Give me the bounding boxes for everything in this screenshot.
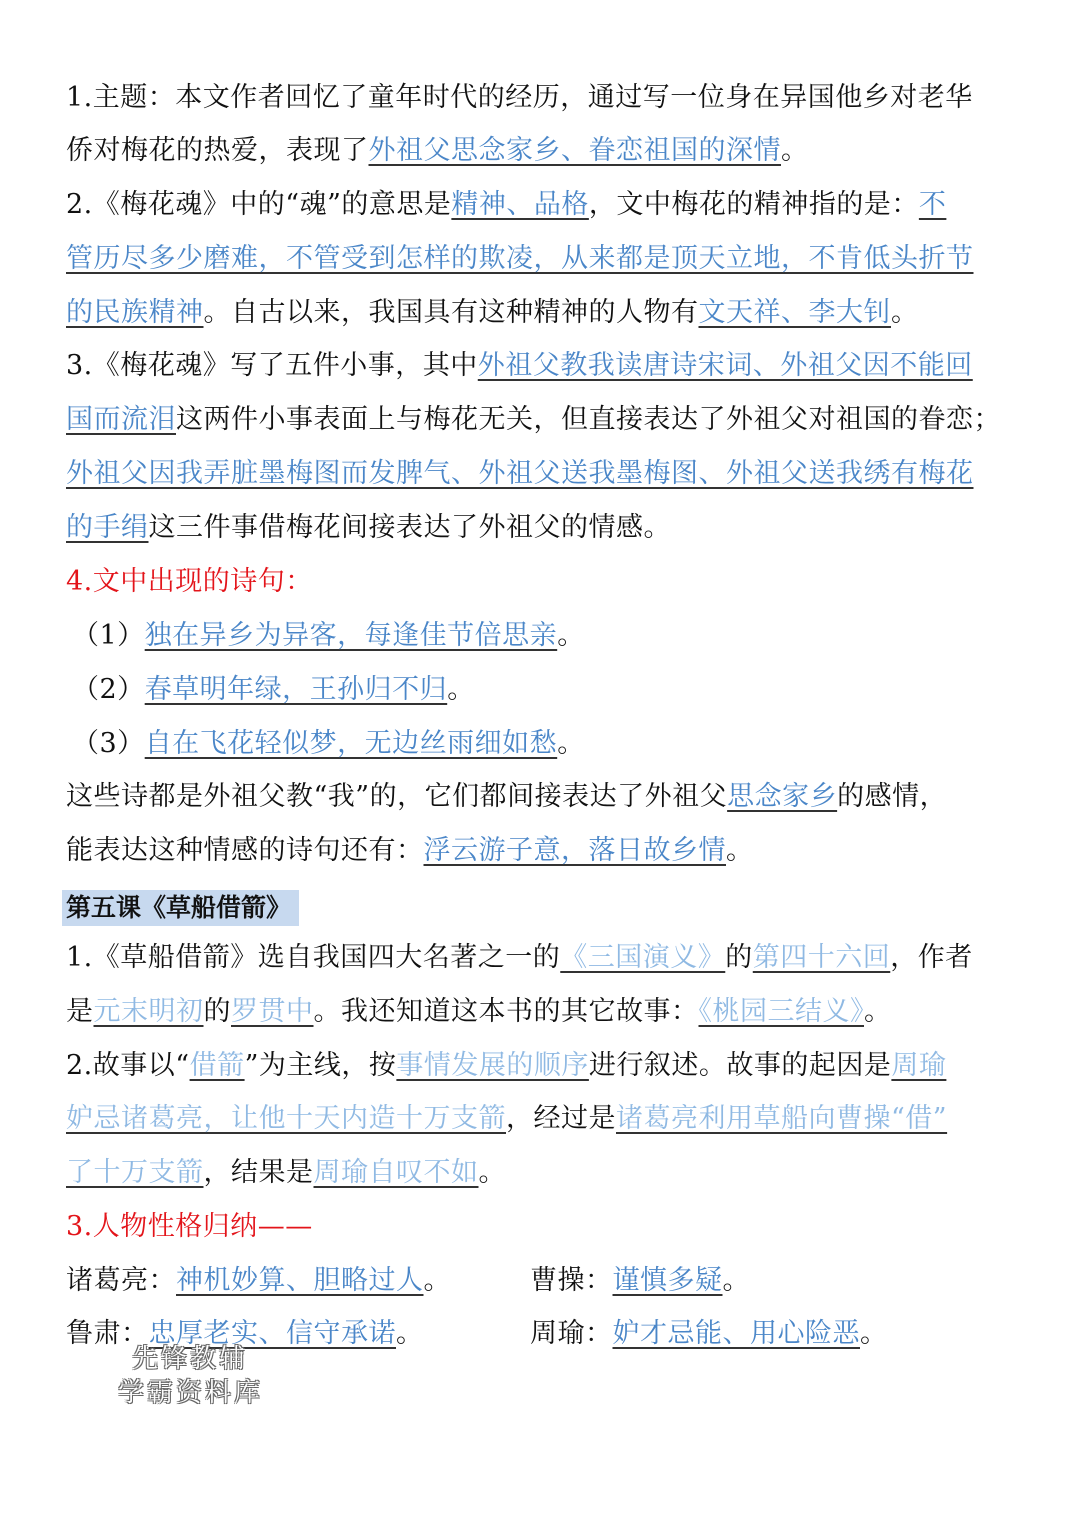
text: 。	[423, 1265, 451, 1296]
text: 这三件事借梅花间接表达了外祖父的情感。	[148, 512, 671, 543]
answer-result: 周瑜自叹不如	[313, 1157, 479, 1188]
text: 1.《草船借箭》选自我国四大名著之一的	[66, 942, 561, 973]
text: 。	[860, 1318, 888, 1349]
character-zhou-yu	[530, 1314, 1010, 1354]
answer-spirit-start: 不	[918, 189, 947, 220]
theme-line-2	[66, 131, 1026, 171]
character-cao-cao	[530, 1261, 1010, 1301]
answer-chapter: 第四十六回	[752, 942, 891, 973]
poems-summary-1	[66, 777, 1026, 817]
source-line-1	[66, 938, 1026, 978]
text: 的感情，	[837, 781, 948, 812]
text: 这些诗都是外祖父教“我”的，它们都间接表达了外祖父	[66, 781, 728, 812]
poem-number: （3）	[72, 728, 145, 759]
poem-3	[72, 724, 1032, 764]
text: ，经过是	[506, 1103, 616, 1134]
answer-process-end: 了十万支箭	[66, 1157, 204, 1188]
answer-indirect-events: 外祖父因我弄脏墨梅图而发脾气、外祖父送我墨梅图、外祖父送我绣有梅花	[66, 458, 974, 489]
text: 。	[722, 1265, 750, 1296]
text: ，作者	[890, 942, 973, 973]
text: 是	[66, 996, 94, 1027]
text: 。自古以来，我国具有这种精神的人物有	[203, 297, 699, 328]
answer-trait: 妒才忌能、用心险恶	[612, 1318, 860, 1349]
soul-line-3	[66, 293, 1026, 333]
text: 2.《梅花魂》中的“魂”的意思是	[66, 189, 452, 220]
poem-1	[72, 616, 1032, 656]
answer-mainline: 借箭	[189, 1050, 245, 1081]
heading-text: 3.人物性格归纳——	[66, 1211, 313, 1242]
answer-poem: 自在飞花轻似梦，无边丝雨细如愁	[144, 728, 558, 759]
watermark-line-1: 先锋教辅	[132, 1344, 249, 1374]
character-heading	[66, 1207, 1026, 1247]
answer-author: 罗贯中	[231, 996, 314, 1027]
answer-poem: 独在异乡为异客，每逢佳节倍思亲	[144, 620, 558, 651]
answer-era: 元末明初	[93, 996, 204, 1027]
answer-process: 诸葛亮利用草船向曹操“借”	[616, 1103, 948, 1134]
text: 。	[864, 996, 892, 1027]
text: 。	[396, 1318, 424, 1349]
answer-poem: 春草明年绿，王孙归不归	[144, 674, 448, 705]
lesson-title: 第五课《草船借箭》	[62, 890, 299, 926]
text: 这两件小事表面上与梅花无关，但直接表达了外祖父对祖国的眷恋；	[176, 404, 1001, 435]
poem-number: （1）	[72, 620, 145, 651]
text: 。	[478, 1157, 506, 1188]
poem-number: （2）	[72, 674, 145, 705]
poem-2	[72, 670, 1032, 710]
theme-line-1	[66, 78, 1026, 118]
text: 。我还知道这本书的其它故事：	[313, 996, 699, 1027]
character-name: 周瑜：	[530, 1318, 613, 1349]
events-line-1	[66, 346, 1026, 386]
answer-cause-start: 周瑜	[891, 1050, 947, 1081]
text: ，结果是	[203, 1157, 314, 1188]
character-name: 诸葛亮：	[66, 1265, 176, 1296]
text: 3.《梅花魂》写了五件小事，其中	[66, 350, 478, 381]
answer-direct-events: 外祖父教我读唐诗宋词、外祖父因不能回	[477, 350, 973, 381]
character-name: 鲁肃：	[66, 1318, 149, 1349]
source-line-2	[66, 992, 1026, 1032]
answer-trait: 神机妙算、胆略过人	[176, 1265, 424, 1296]
answer-spirit-end: 的民族精神	[66, 297, 204, 328]
answer-trait: 忠厚老实、信守承诺	[148, 1318, 396, 1349]
theme-text: 1.主题：本文作者回忆了童年时代的经历，通过写一位身在异国他乡对老华	[66, 82, 973, 113]
text: 进行叙述。故事的起因是	[588, 1050, 892, 1081]
answer-order: 事情发展的顺序	[396, 1050, 589, 1081]
text: 。	[557, 620, 585, 651]
soul-line-2	[66, 239, 1026, 279]
text: 能表达这种情感的诗句还有：	[66, 835, 424, 866]
events-line-4	[66, 508, 1026, 548]
answer-book: 《三国演义》	[560, 942, 726, 973]
text: 。	[726, 835, 754, 866]
answer-feeling: 思念家乡	[727, 781, 838, 812]
text: 。	[557, 728, 585, 759]
answer-indirect-events-end: 的手绢	[66, 512, 149, 543]
text: ”为主线，按	[244, 1050, 397, 1081]
answer-trait: 谨慎多疑	[612, 1265, 723, 1296]
plot-line-2	[66, 1099, 1026, 1139]
answer-spirit: 管历尽多少磨难，不管受到怎样的欺凌，从来都是顶天立地，不肯低头折节	[66, 243, 974, 274]
text: 。	[447, 674, 475, 705]
answer-figures: 文天祥、李大钊	[698, 297, 891, 328]
soul-line-1	[66, 185, 1026, 225]
answer-theme: 外祖父思念家乡、眷恋祖国的深情	[368, 135, 781, 166]
plot-line-1	[66, 1046, 1026, 1086]
plot-line-3	[66, 1153, 1026, 1193]
answer-extra-poem: 浮云游子意，落日故乡情	[423, 835, 726, 866]
answer-other-story: 《桃园三结义》	[698, 996, 864, 1027]
text: 的	[203, 996, 231, 1027]
poems-summary-2	[66, 831, 1026, 871]
answer-soul-meaning: 精神、品格	[451, 189, 589, 220]
answer-cause: 妒忌诸葛亮，让他十天内造十万支箭	[66, 1103, 506, 1134]
answer-direct-events-end: 国而流泪	[66, 404, 176, 435]
text: 。	[891, 297, 919, 328]
character-zhuge-liang	[66, 1261, 526, 1301]
text: 。	[781, 135, 809, 166]
text: 侨对梅花的热爱，表现了	[66, 135, 369, 166]
character-name: 曹操：	[530, 1265, 613, 1296]
heading-text: 4.文中出现的诗句：	[66, 566, 313, 597]
events-line-3	[66, 454, 1026, 494]
text: 2.故事以“	[66, 1050, 190, 1081]
watermark-line-2: 学霸资料库	[118, 1378, 264, 1408]
events-line-2	[66, 400, 1026, 440]
text: ，文中梅花的精神指的是：	[588, 189, 919, 220]
poems-heading	[66, 562, 1026, 602]
text: 的	[725, 942, 753, 973]
